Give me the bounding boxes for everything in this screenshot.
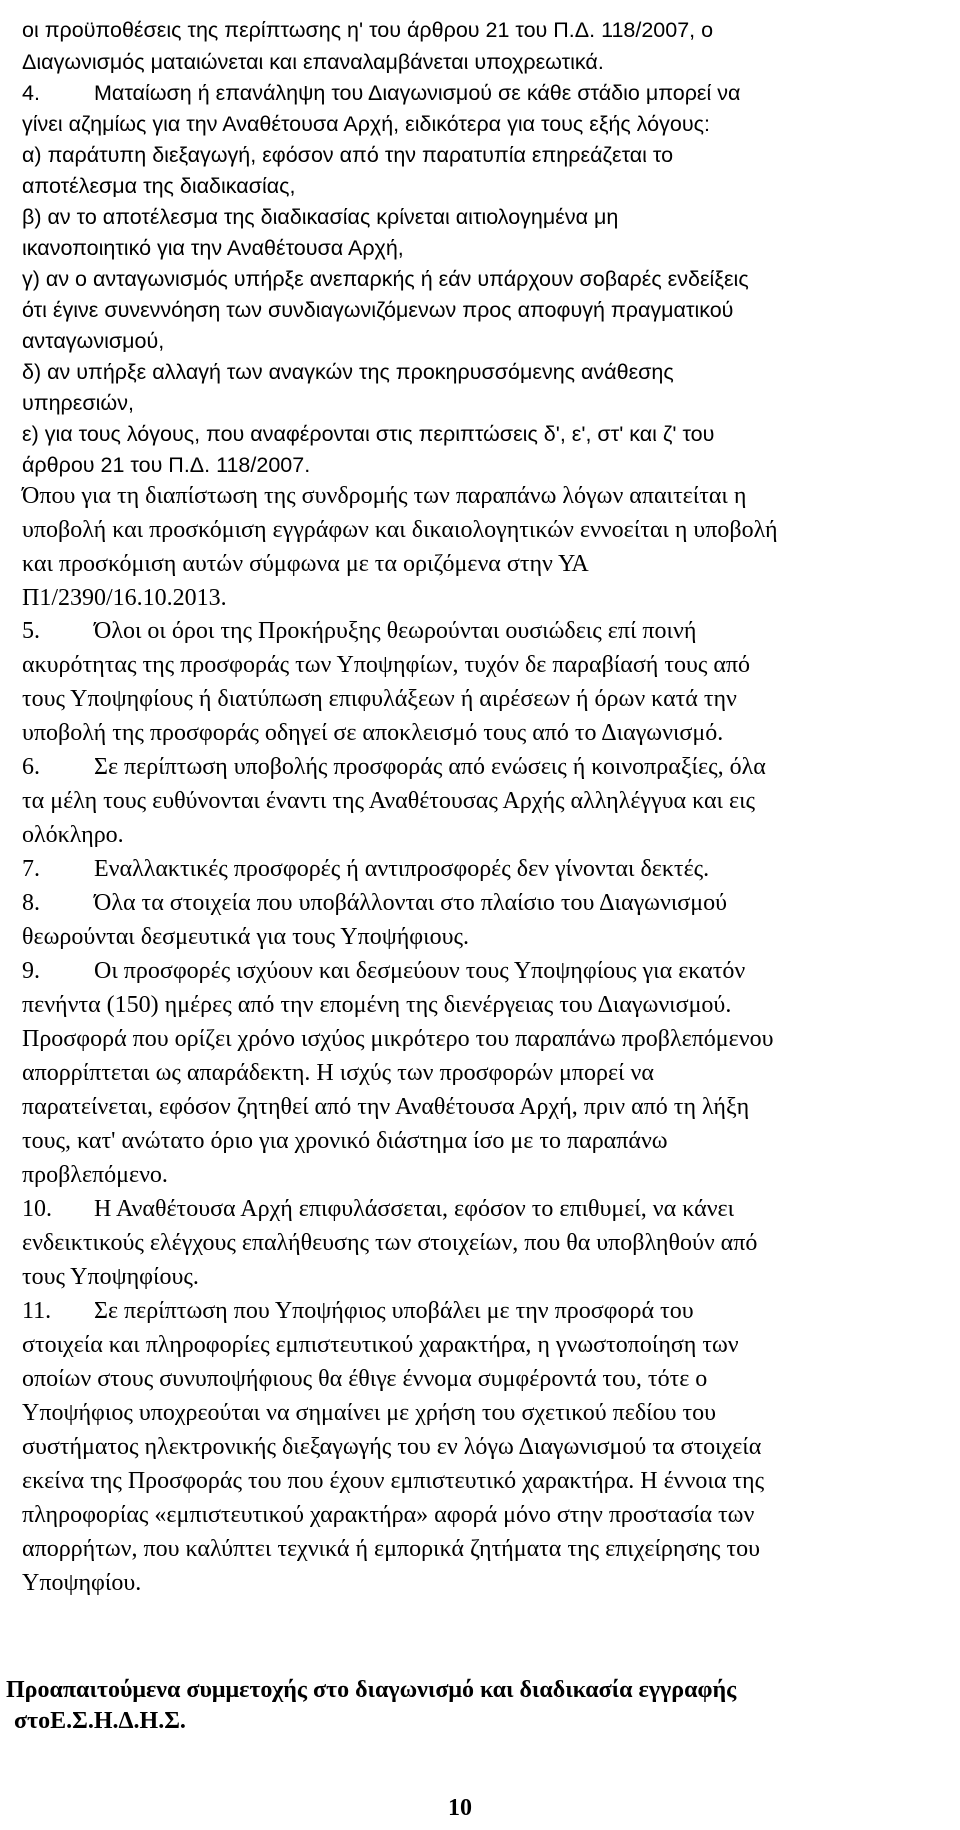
item-9-line: προβλεπόμενο. <box>22 1162 168 1188</box>
item-8-line: 8. Όλα τα στοιχεία που υποβάλλονται στο πλαίσιο του Διαγωνισμού <box>22 890 727 916</box>
item-number: 7. <box>22 856 40 882</box>
section-heading: Προαπαιτούμενα συμμετοχής στο διαγωνισμό και διαδικασία εγγραφής <box>6 1677 737 1703</box>
item-9-line: πενήντα (150) ημέρες από την επομένη της διενέργειας του Διαγωνισμού. <box>22 992 732 1018</box>
section-heading: στοΕ.Σ.Η.Δ.Η.Σ. <box>14 1708 186 1734</box>
item-11-line: εκείνα της Προσφοράς του που έχουν εμπιστευτικό χαρακτήρα. Η έννοια της <box>22 1468 765 1494</box>
item-4-line: α) παράτυπη διεξαγωγή, εφόσον από την παρατυπία επηρεάζεται το <box>22 143 674 167</box>
item-number: 10. <box>22 1196 52 1222</box>
item-11-line: πληροφορίας «εμπιστευτικού χαρακτήρα» αφορά μόνο στην προστασία των <box>22 1502 755 1528</box>
item-11-line: 11. Σε περίπτωση που Υποψήφιος υποβάλει με την προσφορά του <box>22 1298 694 1324</box>
page-number: 10 <box>448 1795 472 1821</box>
item-8-line: θεωρούνται δεσμευτικά για τους Υποψήφιους. <box>22 924 469 950</box>
item-number: 11. <box>22 1298 52 1324</box>
item-11-line: απορρήτων, που καλύπτει τεχνικά ή εμπορικά ζητήματα της επιχείρησης του <box>22 1536 760 1562</box>
item-6-line: ολόκληρο. <box>22 822 124 848</box>
item-6-line: τα μέλη τους ευθύνονται έναντι της Αναθέτουσας Αρχής αλληλέγγυα και εις <box>22 788 756 814</box>
item-9-line: παρατείνεται, εφόσον ζητηθεί από την Αναθέτουσα Αρχή, πριν από τη λήξη <box>22 1094 750 1120</box>
item-4-note-line: Όπου για τη διαπίστωση της συνδρομής των παραπάνω λόγων απαιτείται η <box>22 483 747 509</box>
item-9-line: 9. Οι προσφορές ισχύουν και δεσμεύουν τους Υποψηφίους για εκατόν <box>22 958 746 984</box>
item-10-line: τους Υποψηφίους. <box>22 1264 199 1290</box>
item-number: 9. <box>22 958 40 984</box>
item-4-note-line: και προσκόμιση αυτών σύμφωνα με τα οριζόμενα στην ΥΑ <box>22 551 589 577</box>
item-4-line: β) αν το αποτέλεσμα της διαδικασίας κρίνεται αιτιολογημένα μη <box>22 205 619 229</box>
item-11-line: συστήματος ηλεκτρονικής διεξαγωγής του εν λόγω Διαγωνισμού τα στοιχεία <box>22 1434 762 1460</box>
intro-line: οι προϋποθέσεις της περίπτωσης η' του άρθρου 21 του Π.Δ. 118/2007, ο <box>22 18 714 42</box>
item-number: 5. <box>22 618 40 644</box>
item-4-line: αποτέλεσμα της διαδικασίας, <box>22 174 296 198</box>
intro-line: Διαγωνισμός ματαιώνεται και επαναλαμβάνεται υποχρεωτικά. <box>22 50 604 74</box>
item-number: 4. <box>22 81 40 105</box>
item-5-line: υποβολή της προσφοράς οδηγεί σε αποκλεισμό τους από το Διαγωνισμό. <box>22 720 724 746</box>
item-number: 8. <box>22 890 40 916</box>
item-9-line: απορρίπτεται ως απαράδεκτη. Η ισχύς των προσφορών μπορεί να <box>22 1060 654 1086</box>
item-4-line: ικανοποιητικό για την Αναθέτουσα Αρχή, <box>22 236 404 260</box>
item-6-line: 6. Σε περίπτωση υποβολής προσφοράς από ενώσεις ή κοινοπραξίες, όλα <box>22 754 766 780</box>
item-5-line: τους Υποψηφίους ή διατύπωση επιφυλάξεων ή αιρέσεων ή όρων κατά την <box>22 686 737 712</box>
item-11-line: Υποψήφιος υποχρεούται να σημαίνει με χρήση του σχετικού πεδίου του <box>22 1400 717 1426</box>
item-7-line: 7. Εναλλακτικές προσφορές ή αντιπροσφορές δεν γίνονται δεκτές. <box>22 856 710 882</box>
item-number: 6. <box>22 754 40 780</box>
item-9-line: τους, κατ' ανώτατο όριο για χρονικό διάστημα ίσο με το παραπάνω <box>22 1128 668 1154</box>
item-4-line: ε) για τους λόγους, που αναφέρονται στις περιπτώσεις δ', ε', στ' και ζ' του <box>22 422 715 446</box>
item-4-note-line: υποβολή και προσκόμιση εγγράφων και δικαιολογητικών εννοείται η υποβολή <box>22 517 778 543</box>
item-4-line: δ) αν υπήρξε αλλαγή των αναγκών της προκηρυσσόμενης ανάθεσης <box>22 360 674 384</box>
item-10-line: 10. Η Αναθέτουσα Αρχή επιφυλάσσεται, εφόσον το επιθυμεί, να κάνει <box>22 1196 735 1222</box>
item-4-note-line: Π1/2390/16.10.2013. <box>22 585 227 611</box>
item-4-line: 4. Ματαίωση ή επανάληψη του Διαγωνισμού σε κάθε στάδιο μπορεί να <box>22 81 741 105</box>
item-4-line: ότι έγινε συνεννόηση των συνδιαγωνιζόμενων προς αποφυγή πραγματικού <box>22 298 734 322</box>
item-5-line: ακυρότητας της προσφοράς των Υποψηφίων, τυχόν δε παραβίασή τους από <box>22 652 751 678</box>
item-4-line: ανταγωνισμού, <box>22 329 165 353</box>
item-11-line: Υποψηφίου. <box>22 1570 142 1596</box>
item-4-line: γ) αν ο ανταγωνισμός υπήρξε ανεπαρκής ή εάν υπάρχουν σοβαρές ενδείξεις <box>22 267 749 291</box>
item-4-line: υπηρεσιών, <box>22 391 134 415</box>
item-4-line: άρθρου 21 του Π.Δ. 118/2007. <box>22 453 311 477</box>
item-10-line: ενδεικτικούς ελέγχους επαλήθευσης των στοιχείων, που θα υποβληθούν από <box>22 1230 758 1256</box>
item-5-line: 5. Όλοι οι όροι της Προκήρυξης θεωρούνται ουσιώδεις επί ποινή <box>22 618 697 644</box>
item-9-line: Προσφορά που ορίζει χρόνο ισχύος μικρότερο του παραπάνω προβλεπόμενου <box>22 1026 774 1052</box>
item-11-line: στοιχεία και πληροφορίες εμπιστευτικού χαρακτήρα, η γνωστοποίηση των <box>22 1332 739 1358</box>
item-11-line: οποίων στους συνυποψήφιους θα έθιγε έννομα συμφέροντά του, τότε ο <box>22 1366 708 1392</box>
item-4-line: γίνει αζημίως για την Αναθέτουσα Αρχή, ειδικότερα για τους εξής λόγους: <box>22 112 710 136</box>
